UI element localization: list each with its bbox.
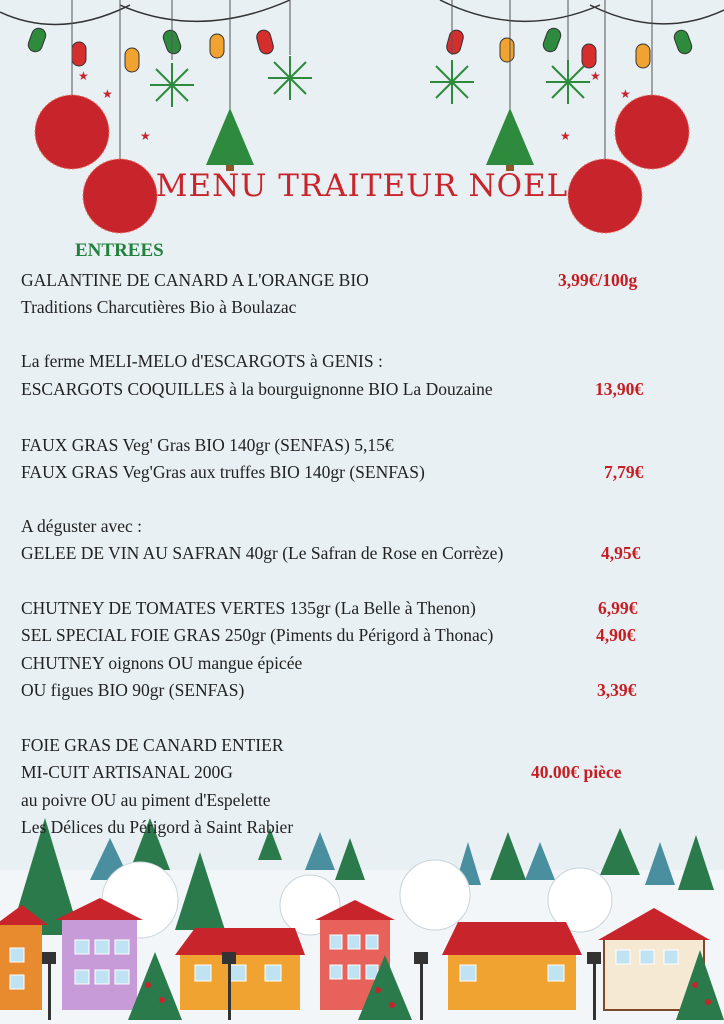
- svg-text:★: ★: [102, 87, 113, 101]
- price-galantine: 3,99€/100g: [558, 270, 638, 290]
- svg-text:★: ★: [140, 129, 151, 143]
- menu-line: SEL SPECIAL FOIE GRAS 250gr (Piments du Périgord à Thonac): [21, 625, 494, 645]
- price-sel-special: 4,90€: [596, 625, 636, 645]
- menu-line: La ferme MELI-MELO d'ESCARGOTS à GENIS :: [21, 351, 383, 371]
- price-faux-gras-truffes: 7,79€: [604, 462, 644, 482]
- price-chutney-figues: 3,39€: [597, 680, 637, 700]
- menu-line: CHUTNEY DE TOMATES VERTES 135gr (La Belle à Thenon): [21, 598, 476, 618]
- section-title-entrees: ENTREES: [75, 240, 164, 261]
- svg-text:★: ★: [78, 69, 89, 83]
- menu-line: OU figues BIO 90gr (SENFAS): [21, 680, 245, 700]
- menu-line: CHUTNEY oignons OU mangue épicée: [21, 653, 303, 673]
- menu-line: A déguster avec :: [21, 516, 142, 536]
- menu-line: GALANTINE DE CANARD A L'ORANGE BIO: [21, 270, 369, 290]
- menu-line: FOIE GRAS DE CANARD ENTIER: [21, 735, 284, 755]
- menu-line: FAUX GRAS Veg'Gras aux truffes BIO 140gr (SENFAS): [21, 462, 425, 482]
- price-foie-gras: 40.00€ pièce: [531, 762, 622, 782]
- svg-text:★: ★: [590, 69, 601, 83]
- price-chutney-tomates: 6,99€: [598, 598, 638, 618]
- price-gelee-de-vin: 4,95€: [601, 543, 641, 563]
- menu-line: MI-CUIT ARTISANAL 200G: [21, 762, 233, 782]
- price-escargots: 13,90€: [595, 379, 644, 399]
- svg-text:★: ★: [560, 129, 571, 143]
- menu-line: GELEE DE VIN AU SAFRAN 40gr (Le Safran de Rose en Corrèze): [21, 543, 504, 563]
- svg-text:★: ★: [620, 87, 631, 101]
- menu-line: Traditions Charcutières Bio à Boulazac: [21, 297, 297, 317]
- menu-line: ESCARGOTS COQUILLES à la bourguignonne BIO La Douzaine: [21, 379, 493, 399]
- menu-line: Les Délices du Périgord à Saint Rabier: [21, 817, 294, 837]
- menu-line: au poivre OU au piment d'Espelette: [21, 790, 271, 810]
- menu-line: FAUX GRAS Veg' Gras BIO 140gr (SENFAS) 5,15€: [21, 435, 394, 455]
- menu-title: MENU TRAITEUR NOEL: [155, 168, 569, 204]
